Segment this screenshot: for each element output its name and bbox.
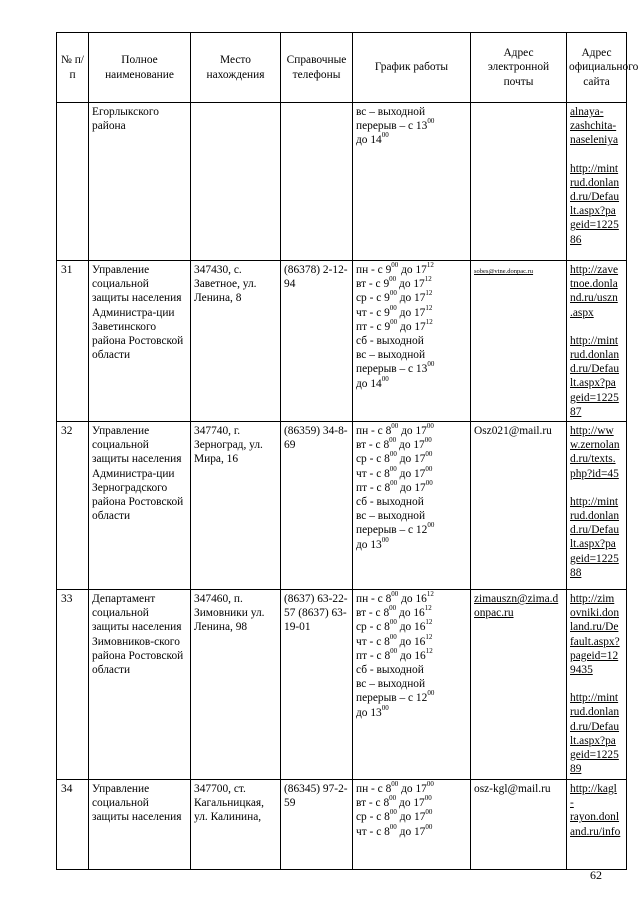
cell-phones: (86378) 2-12-94 [281,261,353,422]
site-link-part[interactable]: http://mint [570,162,619,175]
schedule-text: до 17 [396,439,425,452]
schedule-text: вс – выходной [356,678,426,691]
schedule-sup: 12 [425,303,433,312]
table-row [57,780,627,870]
schedule-line [356,782,467,796]
schedule-text: перерыв – с 12 [356,692,428,705]
social-services-table [56,32,639,870]
schedule-sup: 00 [389,464,397,473]
cell-name: Управление социальной защиты населения Администра-ции Заветинского района Ростовской области [89,261,191,422]
schedule-text: ср - с 8 [356,621,390,634]
cell-site[interactable] [567,422,627,590]
cell-num [57,103,89,261]
site-link-part[interactable]: geid=1225 [570,391,619,404]
schedule-text: до 16 [396,635,426,648]
cell-phones: (86345) 97-2-59 [281,780,353,870]
site-link-part[interactable]: lt.aspx?pa [570,205,616,218]
cell-location [191,103,281,261]
schedule-line [356,464,467,481]
schedule-text: вс – выходной [356,510,426,523]
schedule-line [356,691,467,705]
schedule-sup: 12 [425,646,433,655]
site-link-part[interactable]: http://ww [570,425,614,438]
site-link-part[interactable]: tnoe.donla [570,278,618,291]
table-row-continued [57,103,627,261]
schedule-sup: 12 [425,618,433,627]
site-link-part[interactable]: nd.ru/uszn [570,292,618,305]
header-num: № п/п [57,33,89,103]
schedule-sup: 00 [427,521,435,530]
cell-name: Егорлыкского района [89,103,191,261]
schedule-sup: 12 [424,604,432,613]
cell-site[interactable] [567,590,627,780]
schedule-line [356,632,467,649]
cell-schedule [353,261,471,422]
cell-phones: (86359) 34-8-69 [281,422,353,590]
schedule-text: пт - с 9 [356,320,391,333]
schedule-sup: 00 [390,646,398,655]
schedule-sup: 00 [425,464,433,473]
site-link-part[interactable]: lt.aspx?pa [570,538,616,551]
site-link-part[interactable]: 89 [570,763,582,776]
cell-schedule [353,422,471,590]
schedule-text: до 13 [356,706,382,719]
cell-schedule [353,103,471,261]
schedule-sup: 00 [426,780,434,789]
header-name: Полное наименование [89,33,191,103]
schedule-text: до 17 [396,797,425,810]
schedule-sup: 00 [389,822,397,831]
schedule-sup: 00 [381,535,389,544]
schedule-line [356,663,467,677]
schedule-text: сб - выходной [356,335,424,348]
schedule-text: до 17 [398,425,427,438]
site-link-part[interactable]: ovniki.don [570,607,620,620]
schedule-sup: 00 [425,450,433,459]
schedule-text: до 16 [396,607,425,620]
cell-name: Управление социальной защиты населения [89,780,191,870]
page-number: 62 [590,868,602,882]
schedule-text: сб - выходной [356,664,424,677]
site-link-part[interactable]: .aspx [570,306,594,319]
schedule-line [356,495,467,509]
schedule-line [356,509,467,523]
schedule-text: до 17 [396,306,426,319]
header-schedule: График работы [353,33,471,103]
schedule-line [356,478,467,495]
header-phones: Справочные телефоны [281,33,353,103]
schedule-sup: 00 [427,360,435,369]
schedule-sup: 00 [389,632,397,641]
schedule-line [356,810,467,824]
schedule-sup: 00 [425,808,433,817]
site-link-part[interactable]: geid=1225 [570,219,619,232]
schedule-text: вс – выходной [356,106,426,118]
cell-num: 33 [57,590,89,780]
schedule-sup: 00 [427,117,435,126]
schedule-sup: 00 [424,794,432,803]
site-link-part[interactable]: d.ru/Defau [570,363,620,376]
schedule-sup: 12 [426,261,434,269]
schedule-sup: 00 [391,261,399,269]
schedule-text: до 17 [396,278,425,291]
cell-site[interactable] [567,261,627,422]
schedule-text: пт - с 8 [356,649,391,662]
site-link-part[interactable]: d.ru/Defau [570,720,620,733]
cell-email [471,103,567,261]
schedule-text: пн - с 8 [356,593,392,606]
table-row [57,261,627,422]
schedule-text: перерыв – с 13 [356,363,428,376]
cell-site[interactable] [567,780,627,870]
schedule-line [356,822,467,839]
schedule-text: до 16 [396,621,426,634]
site-link-part[interactable]: zashchita- [570,120,617,133]
schedule-text: сб - выходной [356,496,424,509]
cell-schedule [353,590,471,780]
schedule-sup: 00 [389,618,397,627]
schedule-text: пн - с 8 [356,783,392,796]
schedule-line [356,119,467,133]
schedule-sup: 00 [390,478,398,487]
schedule-line [356,317,467,334]
schedule-text: чт - с 8 [356,825,390,838]
schedule-sup: 00 [391,590,399,599]
site-link-part[interactable]: lt.aspx?pa [570,377,616,390]
schedule-text: ср - с 8 [356,811,390,824]
schedule-text: чт - с 8 [356,635,390,648]
schedule-sup: 00 [389,450,397,459]
schedule-sup: 00 [381,374,389,383]
site-link-part[interactable]: geid=1225 [570,552,619,565]
site-link-part[interactable]: 88 [570,566,582,579]
schedule-text: вт - с 8 [356,607,390,620]
schedule-line [356,105,467,119]
cell-email [471,780,567,870]
schedule-sup: 00 [389,604,397,613]
site-link-part[interactable]: http://mint [570,334,619,347]
schedule-text: до 17 [398,264,427,276]
cell-num: 31 [57,261,89,422]
schedule-sup: 00 [391,422,399,431]
site-link-part[interactable]: http://kagl [570,783,617,796]
schedule-line [356,334,467,348]
site-link-part[interactable]: 87 [570,405,582,418]
site-link-part[interactable]: and.ru/info [570,825,621,838]
schedule-text: до 17 [397,481,426,494]
site-link-part[interactable]: pageid=12 [570,649,619,662]
schedule-text: пн - с 9 [356,264,392,276]
schedule-line [356,452,467,466]
schedule-line [356,303,467,320]
schedule-line [356,374,467,391]
schedule-line [356,677,467,691]
schedule-line [356,535,467,552]
schedule-sup: 00 [426,422,434,431]
schedule-sup: 12 [426,590,434,599]
cell-email [471,261,567,422]
schedule-sup: 12 [425,317,433,326]
site-link-part[interactable]: alnaya- [570,106,604,118]
cell-name: Департамент социальной защиты населения Зимовников-ского района Ростовской области [89,590,191,780]
schedule-text: вт - с 9 [356,278,390,291]
schedule-text: до 17 [396,825,426,838]
header-site: Адрес официального сайта [567,33,627,103]
schedule-sup: 00 [391,780,399,789]
schedule-sup: 00 [381,131,389,140]
cell-name: Управление социальной защиты населения Администра-ции Зерноградского района Ростовской области [89,422,191,590]
schedule-text: до 17 [397,320,426,333]
schedule-line [356,606,467,620]
schedule-line [356,133,467,147]
site-link-part[interactable]: d.ru/texts. [570,453,616,466]
email-link[interactable]: Osz021@mail.ru [474,425,552,438]
site-gap [570,481,623,495]
schedule-line [356,592,467,606]
site-link-part[interactable]: rud.donlan [570,176,620,189]
schedule-sup: 00 [389,275,397,284]
schedule-text: вт - с 8 [356,439,390,452]
cell-num: 34 [57,780,89,870]
site-link-part[interactable]: d.ru/Defau [570,524,620,537]
schedule-sup: 00 [381,703,389,712]
schedule-sup: 12 [425,289,433,298]
schedule-line [356,263,467,277]
cell-site[interactable] [567,103,627,261]
schedule-sup: 00 [424,436,432,445]
schedule-text: пн - с 8 [356,425,392,438]
schedule-sup: 00 [389,794,397,803]
schedule-sup: 12 [424,275,432,284]
schedule-text: до 17 [396,453,426,466]
schedule-text: ср - с 9 [356,292,390,305]
site-link-part[interactable]: fault.aspx? [570,635,620,648]
schedule-text: пт - с 8 [356,481,391,494]
site-link-part[interactable]: http://zim [570,593,615,606]
cell-email [471,590,567,780]
schedule-text: вс – выходной [356,349,426,362]
cell-email [471,422,567,590]
schedule-line [356,362,467,376]
schedule-line [356,523,467,537]
schedule-text: до 14 [356,377,382,390]
schedule-line [356,703,467,720]
schedule-text: до 16 [397,649,426,662]
schedule-sup: 00 [425,478,433,487]
table-row [57,590,627,780]
site-link-part[interactable]: 9435 [570,664,593,677]
schedule-sup: 00 [389,808,397,817]
schedule-text: до 17 [396,811,426,824]
cell-location: 347460, п. Зимовники ул. Ленина, 98 [191,590,281,780]
email-link[interactable]: zimauszn@zima.donpac.ru [474,593,559,620]
schedule-text: чт - с 8 [356,467,390,480]
cell-num: 32 [57,422,89,590]
site-link-part[interactable]: d.ru/Defau [570,191,620,204]
cell-phones: (8637) 63-22-57 (8637) 63-19-01 [281,590,353,780]
header-location: Место нахождения [191,33,281,103]
site-link-part[interactable]: http://zave [570,264,619,276]
site-link-part[interactable]: geid=1225 [570,749,619,762]
schedule-text: перерыв – с 12 [356,524,428,537]
schedule-line [356,438,467,452]
cell-phones [281,103,353,261]
site-gap [570,677,623,691]
site-gap [570,148,623,162]
schedule-text: до 17 [398,783,427,796]
site-link-part[interactable]: 86 [570,233,582,246]
schedule-sup: 00 [389,436,397,445]
site-link-part[interactable]: rayon.donl [570,811,620,824]
schedule-text: до 17 [396,467,426,480]
schedule-line [356,620,467,634]
schedule-sup: 00 [389,289,397,298]
site-link-part[interactable]: land.ru/De [570,621,619,634]
schedule-text: до 16 [398,593,427,606]
schedule-line [356,796,467,810]
site-link-part[interactable]: http://mint [570,495,619,508]
site-link-part[interactable]: w.zernolan [570,439,620,452]
site-link-part[interactable]: http://mint [570,692,619,705]
schedule-text: вт - с 8 [356,797,390,810]
site-link-part[interactable]: rud.donlan [570,349,620,362]
schedule-sup: 00 [390,317,398,326]
table-row [57,422,627,590]
table-header-row [57,33,627,103]
schedule-text: ср - с 8 [356,453,390,466]
schedule-sup: 00 [425,822,433,831]
site-gap [570,320,623,334]
schedule-sup: 12 [425,632,433,641]
schedule-sup: 00 [427,689,435,698]
site-link-part[interactable]: rud.donlan [570,510,620,523]
cell-location: 347740, г. Зерноград, ул. Мира, 16 [191,422,281,590]
schedule-line [356,348,467,362]
schedule-line [356,646,467,663]
schedule-line [356,424,467,438]
schedule-line [356,291,467,305]
schedule-text: чт - с 9 [356,306,390,319]
schedule-text: до 14 [356,134,382,147]
email-link[interactable]: osz-kgl@mail.ru [474,783,551,796]
schedule-text: до 17 [396,292,426,305]
schedule-line [356,277,467,291]
schedule-text: до 13 [356,538,382,551]
site-link-part[interactable]: lt.aspx?pa [570,734,616,747]
site-link-part[interactable]: rud.donlan [570,706,620,719]
schedule-text: перерыв – с 13 [356,120,428,133]
schedule-sup: 00 [389,303,397,312]
cell-location: 347430, с. Заветное, ул. Ленина, 8 [191,261,281,422]
site-link-part[interactable]: php?id=45 [570,467,619,480]
email-link[interactable]: sobes@vtne.donpac.ru [474,268,534,275]
cell-schedule [353,780,471,870]
site-link-part[interactable]: naseleniya [570,134,619,147]
site-link-part[interactable]: - [570,797,574,810]
header-email: Адрес электронной почты [471,33,567,103]
cell-location: 347700, ст. Кагальницкая, ул. Калинина, [191,780,281,870]
